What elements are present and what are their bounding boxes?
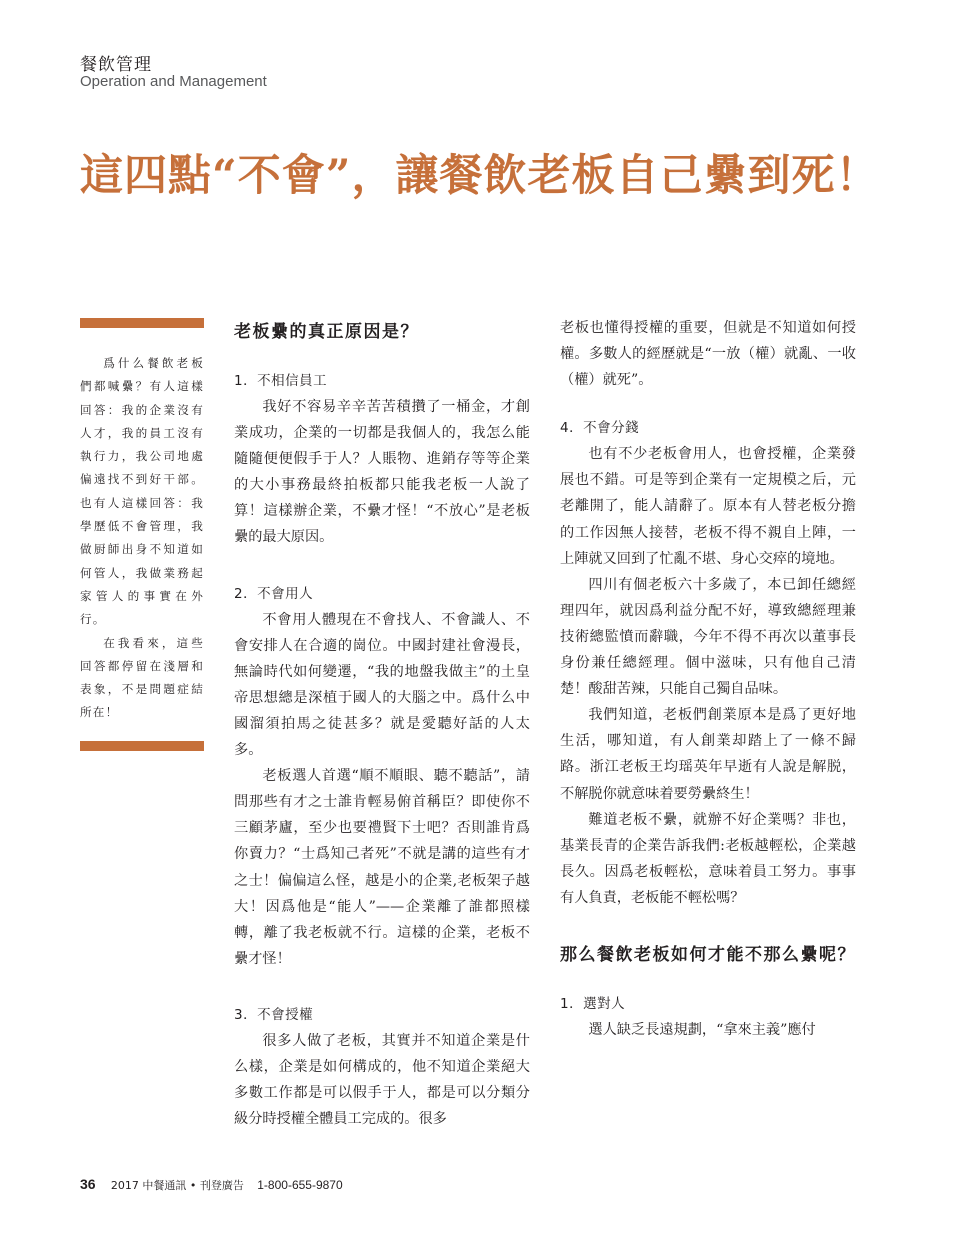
pull-quote-paragraph: 爲什么餐飲老板們都喊纍？有人這樣回答：我的企業沒有人才，我的員工沒有執行力，我公司地處偏遠找不到好干部。也有人這樣回答：我學歷低不會管理，我做厨師出身不知道如何管人，我做業務起家管人的事實在外行。	[80, 356, 204, 627]
article-title: 這四點“不會”，讓餐飲老板自己纍到死！	[80, 151, 880, 201]
body-paragraph: 我好不容易辛辛苦苦積攢了一桶金，才創業成功，企業的一切都是我個人的，我怎么能隨隨便便假手于人？人賬物、進銷存等等企業的大小事務最終拍板都只能我老板一人說了算！這樣辦企業，不纍才怪！“不放心”是老板纍的最大原因。	[234, 399, 530, 546]
section-heading: 那么餐飲老板如何才能不那么纍呢？	[560, 944, 856, 965]
pull-quote-bottom-bar	[80, 741, 204, 751]
pull-quote-text	[80, 328, 204, 741]
body-paragraph: 難道老板不纍，就辦不好企業嗎？非也，基業長青的企業告訴我們:老板越輕松，企業越長久。因爲老板輕松，意味着員工努力。事事有人負責，老板能不輕松嗎？	[560, 811, 856, 906]
section-heading: 老板纍的真正原因是？	[234, 322, 419, 342]
pull-quote-paragraph: 在我看來，這些回答都停留在淺層和表象，不是問題症結所在！	[80, 635, 204, 720]
subsection-title: 3．不會授權	[234, 1006, 314, 1023]
article-column-2	[560, 315, 856, 1043]
section-label-english: Operation and Management	[80, 73, 267, 90]
page-number: 36	[80, 1176, 96, 1192]
subsection-title: 1．不相信員工	[234, 373, 328, 389]
article-column-1	[234, 318, 530, 1132]
phone-number: 1-800-655-9870	[257, 1178, 343, 1192]
section-label: 餐飲管理	[80, 55, 152, 75]
body-paragraph: 選人缺乏長遠規劃，“拿來主義”應付	[588, 1021, 816, 1038]
body-paragraph: 四川有個老板六十多歲了，本已卸任總經理四年，就因爲利益分配不好，導致總經理兼技術總監憤而辭職，今年不得不再次以董事長身份兼任總經理。個中滋味，只有他自己清楚！酸甜苦辣，只能自己獨自品味。	[560, 576, 856, 698]
body-paragraph: 很多人做了老板，其實并不知道企業是什么樣，企業是如何構成的，他不知道企業絕大多數工作都是可以假手于人，都是可以分類分級分時授權全體員工完成的。很多	[234, 1032, 530, 1128]
page-footer	[80, 1176, 343, 1193]
publication-info: 2017 中餐通訊 • 刊登廣告	[110, 1179, 244, 1192]
subsection-title: 2．不會用人	[234, 585, 314, 602]
body-paragraph: 也有不少老板會用人，也會授權，企業發展也不錯。可是等到企業有一定規模之后，元老離開了，能人請辭了。原本有人替老板分擔的工作因無人接替，老板不得不親自上陣，一上陣就又回到了忙亂不堪、身心交瘁的境地。	[560, 446, 856, 567]
body-paragraph: 老板也懂得授權的重要，但就是不知道如何授權。多數人的經歷就是“一放（權）就亂、一收（權）就死”。	[560, 320, 856, 389]
subsection-title: 4．不會分錢	[560, 420, 640, 437]
body-paragraph: 老板選人首選“順不順眼、聽不聽話”，請問那些有才之士誰肯輕易俯首稱臣？即使你不三顧茅廬，至少也要禮賢下士吧？否則誰肯爲你賣力？“士爲知己者死”不就是講的這些有才之士！偏偏這么怪，越是小的企業,老板架子越大！因爲他是“能人”——企業離了誰都照樣轉，離了我老板就不行。這樣的企業，老板不纍才怪！	[234, 768, 530, 967]
subsection-title: 1．選對人	[560, 995, 626, 1012]
pull-quote	[80, 318, 204, 751]
pull-quote-top-bar	[80, 318, 204, 328]
body-paragraph: 我們知道，老板們創業原本是爲了更好地生活，哪知道，有人創業却踏上了一條不歸路。浙江老板王均瑶英年早逝有人說是解脱，不解脱你就意味着要勞纍終生！	[560, 707, 856, 802]
body-paragraph: 不會用人體現在不會找人、不會識人、不會安排人在合適的崗位。中國封建社會漫長，無論時代如何變遷，“我的地盤我做主”的土皇帝思想總是深植于國人的大腦之中。爲什么中國溜須拍馬之徒甚多？就是愛聽好話的人太多。	[234, 611, 530, 759]
